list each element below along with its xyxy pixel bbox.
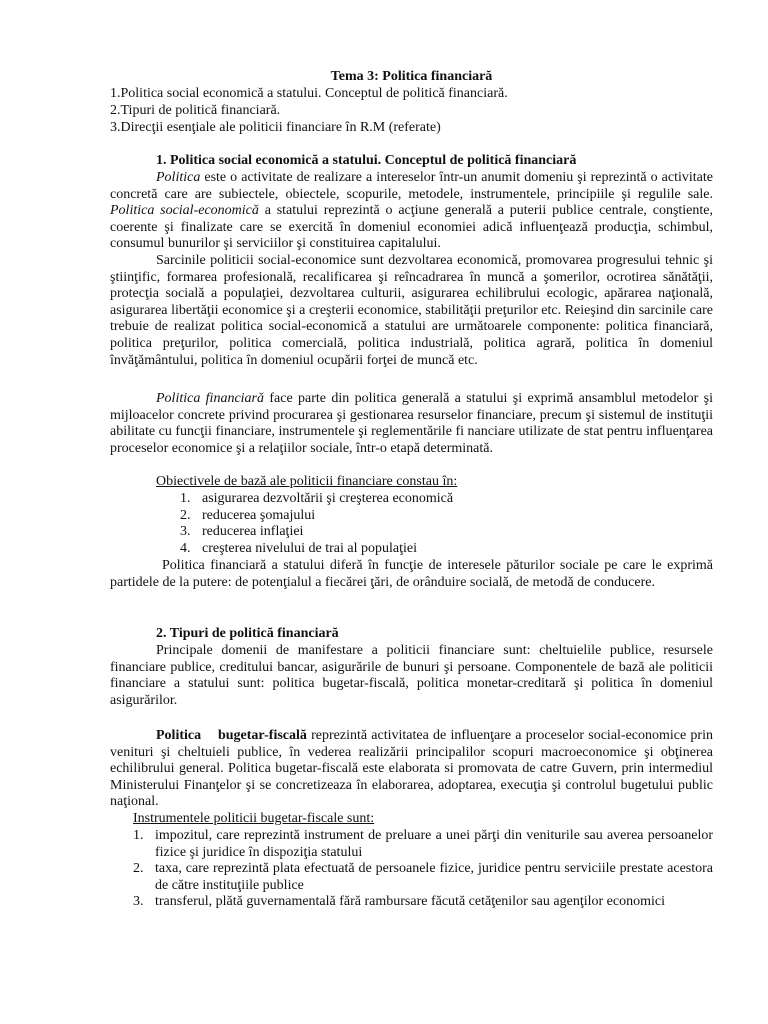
- list-item: 3. reducerea inflaţiei: [180, 524, 304, 540]
- list-item: 4. creşterea nivelului de trai al populaţiei: [180, 540, 417, 556]
- list-item: 2. taxa, care reprezintă plata efectuată de persoanele fizice, juridice pentru serviciile prestate acestora de către instituţiile publice: [133, 861, 713, 893]
- list-item: 2. reducerea şomajului: [180, 507, 316, 523]
- instruments-list: [133, 828, 713, 911]
- list-item: 1. asigurarea dezvoltării şi creşterea economică: [180, 491, 454, 506]
- list-item: 3. transferul, plătă guvernamentală fără rambursare făcută cetăţenilor sau agenţilor economici: [133, 894, 665, 910]
- section-2-heading: 2. Tipuri de politică financiară: [156, 626, 339, 641]
- section-1-paragraph-2: Sarcinile politicii social-economice sunt dezvoltarea economică, promovarea progresului tehnic şi ştiinţific, formarea profesională, recalificarea şi reîncadrarea în muncă a şomerilor, ocrotirea sănătăţii, protecţia socială a populaţiei, dezvoltarea culturii, asigurarea echilibrului ecologic, apărarea naţională, asigurarea libertăţii economice şi a creşterii economice, stabilităţii preţurilor etc. Reieşind din sarcinile care trebuie de realizat politica social-economică a statului are următoarele componente: politica financiară, politica preţurilor, politica comercială, politica industrială, politica agrară, politica în domeniul învăţământului, politica în domeniul ocupării forţei de muncă etc.: [110, 253, 713, 368]
- section-2-paragraph-1: Principale domenii de manifestare a politicii financiare sunt: cheltuielile publice, resursele financiare publice, creditului bancar, asigurările de bunuri şi persoane. Componentele de bază ale politicii financiare a statului sunt: politica bugetar-fiscală, politica monetar-creditară şi politica în domeniul asigurărilor.: [110, 643, 713, 708]
- section-1-paragraph-1: Politica este o activitate de realizare a intereselor într-un anumit domeniu şi reprezintă o activitate concretă care are subiectele, obiectele, scopurile, metodele, instrumentele, principiile şi regulile sale. Politica social-economică a statului reprezintă o acţiune generală a puterii publice centrale, conştiente, coerente şi finalizate care se exercită în domeniul economiei adică influenţează producţia, schimbul, consumul bunurilor şi serviciilor şi constituirea capitalului.: [110, 170, 713, 252]
- objectives-list: [110, 491, 713, 557]
- section-1-heading: 1. Politica social economică a statului. Conceptul de politică financiară: [156, 153, 577, 168]
- plan-item-2: 2.Tipuri de politică financiară.: [110, 103, 281, 118]
- plan-item-1: 1.Politica social economică a statului. Conceptul de politică financiară.: [110, 86, 508, 101]
- document-title: Tema 3: Politica financiară: [330, 69, 493, 84]
- objectives-title: Obiectivele de bază ale politicii financiare constau în:: [156, 474, 458, 489]
- list-item: 1. impozitul, care reprezintă instrument de preluare a unei părţi din veniturile sau averea persoanelor fizice şi juridice în dispoziţia statului: [133, 828, 713, 860]
- section-1-paragraph-4: Politica financiară a statului diferă în funcţie de interesele păturilor sociale pe care le exprimă partidele de la putere: de potenţialul a fiecărei ţări, de orânduire socială, de metodă de conducere.: [110, 558, 713, 590]
- instruments-title: Instrumentele politicii bugetar-fiscale sunt:: [133, 811, 375, 826]
- section-1-paragraph-3: Politica financiară face parte din politica generală a statului şi exprimă ansamblul metodelor şi mijloacelor concrete privind procurarea şi gestionarea resurselor financiare, precum şi sistemul de instituţii abilitate cu funcţii financiare, instrumentele şi reglementările fi nanciare utilizate de stat pentru influenţarea proceselor economice şi a relaţiilor sociale, într-o etapă determinată.: [110, 391, 714, 456]
- plan-item-3: 3.Direcţii esenţiale ale politicii financiare în R.M (referate): [110, 120, 441, 135]
- section-2-paragraph-2: Politica bugetar-fiscală reprezintă activitatea de influenţare a proceselor social-economice prin venituri şi cheltuieli publice, în vederea realizării principalilor scopuri macroeconomice şi obţinerea echilibrului general. Politica bugetar-fiscală este elaborata si promovata de catre Guvern, prin intermediul Ministerului Finanţelor şi se concretizeaza în elaborarea, adoptarea, execuţia şi controlul bugetului public naţional.: [110, 728, 713, 810]
